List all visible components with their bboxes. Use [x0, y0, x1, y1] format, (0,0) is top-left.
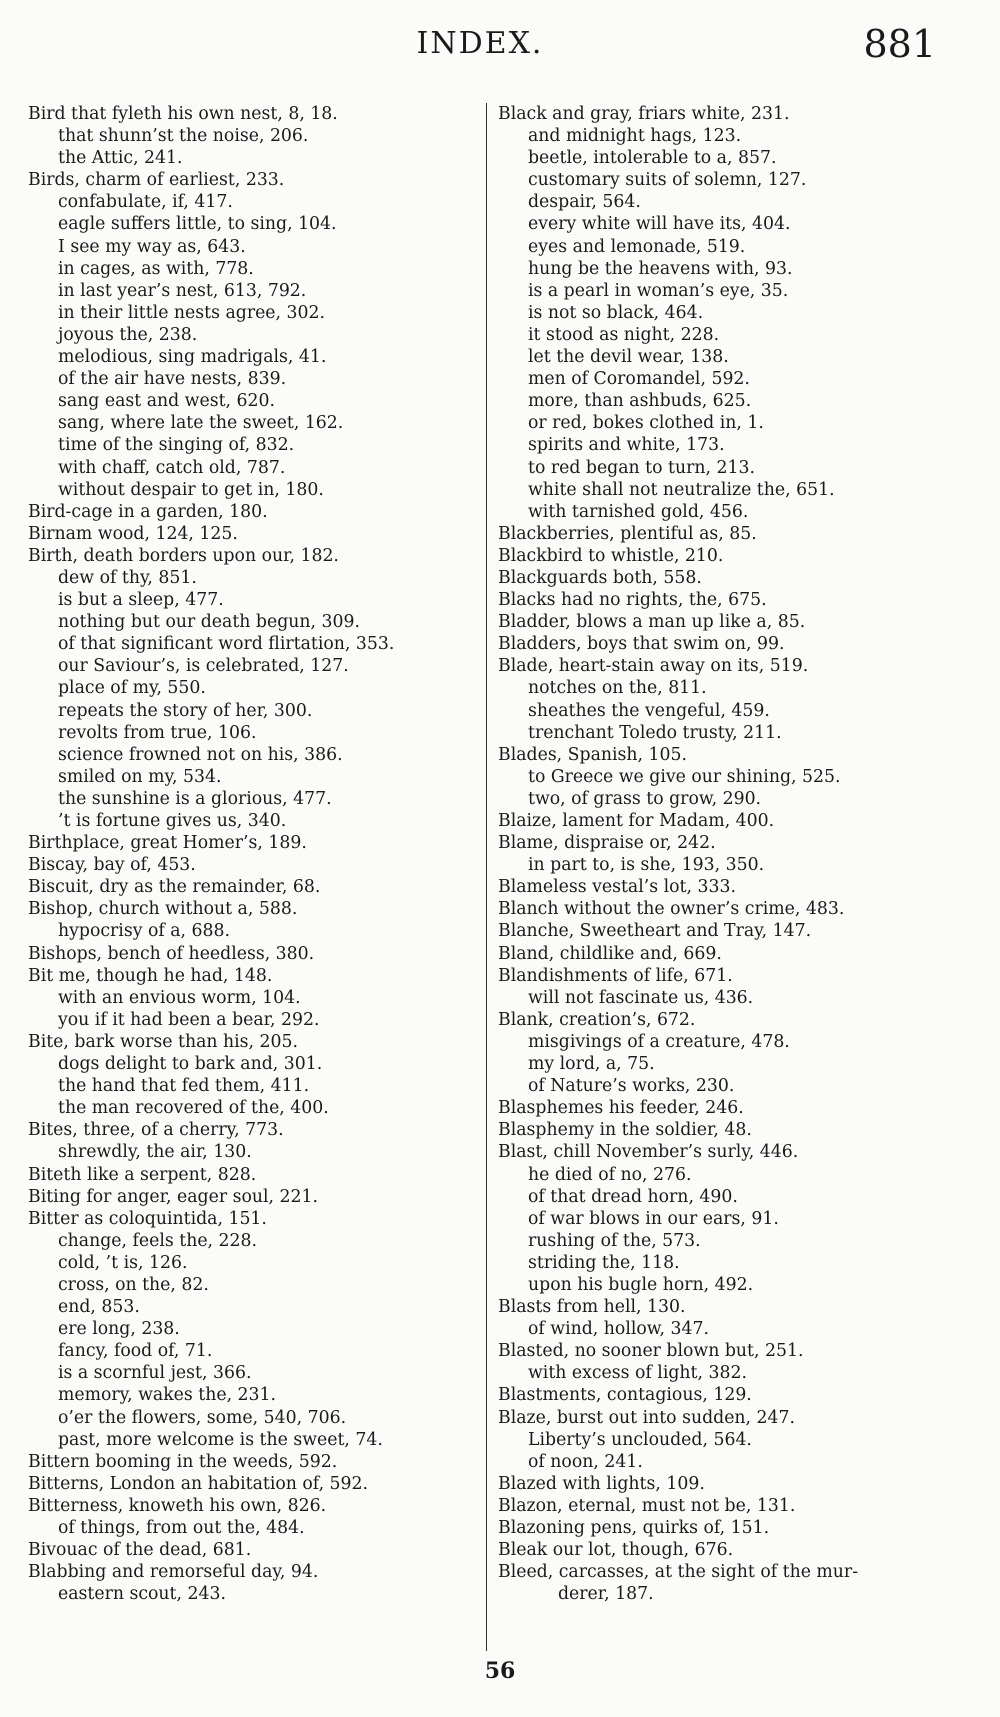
index-entry: Biting for anger, eager soul, 221.: [28, 1186, 318, 1207]
index-entry: Blanche, Sweetheart and Tray, 147.: [498, 921, 812, 942]
index-entry: Bites, three, of a cherry, 773.: [28, 1120, 284, 1141]
index-entry: Bitterns, London an habitation of, 592.: [28, 1473, 369, 1494]
index-subentry: misgivings of a creature, 478.: [528, 1031, 790, 1052]
index-subentry: is a pearl in woman’s eye, 35.: [528, 280, 789, 301]
index-entry: Birnam wood, 124, 125.: [28, 523, 238, 544]
index-entry: Bird-cage in a garden, 180.: [28, 501, 268, 522]
index-entry: Bitter as coloquintida, 151.: [28, 1208, 267, 1229]
index-subentry: you if it had been a bear, 292.: [58, 1009, 320, 1030]
column-divider: [486, 103, 487, 1651]
index-entry: Blade, heart-stain away on its, 519.: [498, 656, 809, 677]
index-subentry: in part to, is she, 193, 350.: [528, 855, 765, 876]
index-subentry: dogs delight to bark and, 301.: [58, 1054, 323, 1075]
index-subentry: of things, from out the, 484.: [58, 1518, 305, 1538]
index-entry: Blackberries, plentiful as, 85.: [498, 523, 757, 544]
index-subentry: it stood as night, 228.: [528, 324, 720, 345]
index-subentry: ere long, 238.: [58, 1319, 180, 1340]
index-entry: Blasphemes his feeder, 246.: [498, 1098, 744, 1119]
index-entry: Blaize, lament for Madam, 400.: [498, 811, 775, 831]
index-subentry: eyes and lemonade, 519.: [528, 236, 746, 257]
index-entry: Blackguards both, 558.: [498, 567, 702, 588]
index-entry: Birds, charm of earliest, 233.: [28, 170, 285, 191]
index-entry: Bittern booming in the weeds, 592.: [28, 1451, 338, 1472]
index-subentry: notches on the, 811.: [528, 678, 707, 699]
index-entry: Blazed with lights, 109.: [498, 1473, 705, 1494]
index-subentry: the Attic, 241.: [58, 148, 183, 169]
index-entry: Bit me, though he had, 148.: [28, 965, 273, 986]
index-subentry: past, more welcome is the sweet, 74.: [58, 1429, 383, 1450]
index-subentry: and midnight hags, 123.: [528, 126, 742, 147]
index-subentry: cross, on the, 82.: [58, 1274, 209, 1295]
index-entry: Blasphemy in the soldier, 48.: [498, 1120, 752, 1141]
index-subentry: repeats the story of her, 300.: [58, 700, 313, 721]
index-entry: Biteth like a serpent, 828.: [28, 1164, 257, 1185]
index-subentry: revolts from true, 106.: [58, 722, 257, 743]
index-entry: Blastments, contagious, 129.: [498, 1385, 752, 1406]
signature-mark: 56: [484, 1658, 516, 1684]
index-subentry: striding the, 118.: [528, 1252, 680, 1273]
index-subentry: men of Coromandel, 592.: [528, 369, 750, 390]
index-subentry: with tarnished gold, 456.: [528, 501, 749, 522]
index-subentry: is not so black, 464.: [528, 302, 704, 323]
index-entry: Bishops, bench of heedless, 380.: [28, 943, 315, 964]
index-entry: Birth, death borders upon our, 182.: [28, 545, 339, 566]
index-entry: Bladders, boys that swim on, 99.: [498, 634, 785, 655]
index-subentry: the hand that fed them, 411.: [58, 1076, 310, 1097]
index-subentry: hypocrisy of a, 688.: [58, 921, 231, 942]
index-subentry: the man recovered of the, 400.: [58, 1098, 329, 1119]
index-subentry: confabulate, if, 417.: [58, 192, 233, 213]
index-subentry: sang, where late the sweet, 162.: [58, 413, 344, 434]
index-subentry: of war blows in our ears, 91.: [528, 1208, 779, 1229]
index-subentry: spirits and white, 173.: [528, 435, 725, 456]
index-entry: Blabbing and remorseful day, 94.: [28, 1562, 319, 1583]
index-entry: Blank, creation’s, 672.: [498, 1009, 696, 1030]
index-entry: Blame, dispraise or, 242.: [498, 833, 716, 854]
page-header: [0, 18, 1000, 78]
index-subentry: without despair to get in, 180.: [58, 479, 324, 500]
index-subentry: shrewdly, the air, 130.: [58, 1142, 252, 1163]
index-entry: Blanch without the owner’s crime, 483.: [498, 899, 845, 920]
index-entry: Bleed, carcasses, at the sight of the mur-: [498, 1562, 859, 1583]
index-entry: Birthplace, great Homer’s, 189.: [28, 833, 307, 854]
index-subentry: he died of no, 276.: [528, 1164, 692, 1185]
index-subentry: I see my way as, 643.: [58, 236, 246, 257]
index-subentry: that shunn’st the noise, 206.: [58, 126, 309, 147]
index-subentry: is a scornful jest, 366.: [58, 1363, 252, 1384]
index-subentry: sheathes the vengeful, 459.: [528, 700, 770, 721]
index-subentry: end, 853.: [58, 1297, 140, 1318]
index-subentry: o’er the flowers, some, 540, 706.: [58, 1407, 347, 1428]
index-subentry: my lord, a, 75.: [528, 1054, 655, 1075]
index-subentry: derer, 187.: [558, 1584, 654, 1605]
index-subentry: is but a sleep, 477.: [58, 590, 224, 611]
index-subentry: with chaff, catch old, 787.: [58, 457, 286, 478]
page-number: 881: [863, 22, 936, 66]
index-subentry: despair, 564.: [528, 192, 641, 213]
index-column-right: [498, 103, 958, 1605]
index-subentry: with excess of light, 382.: [528, 1363, 747, 1384]
index-subentry: of that significant word flirtation, 353.: [58, 634, 395, 655]
index-subentry: in last year’s nest, 613, 792.: [58, 280, 307, 301]
index-subentry: eagle suffers little, to sing, 104.: [58, 214, 337, 235]
index-subentry: rushing of the, 573.: [528, 1230, 701, 1251]
index-subentry: place of my, 550.: [58, 678, 206, 699]
index-entry: Bishop, church without a, 588.: [28, 899, 298, 920]
index-subentry: eastern scout, 243.: [58, 1584, 226, 1605]
index-subentry: the sunshine is a glorious, 477.: [58, 788, 332, 809]
index-entry: Bivouac of the dead, 681.: [28, 1540, 252, 1561]
index-column-left: [28, 103, 468, 1605]
index-subentry: white shall not neutralize the, 651.: [528, 479, 835, 500]
index-entry: Blandishments of life, 671.: [498, 965, 733, 986]
index-entry: Bite, bark worse than his, 205.: [28, 1031, 299, 1052]
index-entry: Blaze, burst out into sudden, 247.: [498, 1407, 796, 1428]
index-subentry: upon his bugle horn, 492.: [528, 1274, 754, 1295]
index-entry: Biscay, bay of, 453.: [28, 855, 196, 876]
index-subentry: melodious, sing madrigals, 41.: [58, 347, 327, 368]
index-subentry: in their little nests agree, 302.: [58, 302, 325, 323]
index-subentry: science frowned not on his, 386.: [58, 744, 343, 765]
index-subentry: of noon, 241.: [528, 1451, 643, 1472]
index-subentry: with an envious worm, 104.: [58, 987, 301, 1008]
index-subentry: nothing but our death begun, 309.: [58, 612, 360, 633]
index-entry: Biscuit, dry as the remainder, 68.: [28, 877, 321, 898]
index-subentry: memory, wakes the, 231.: [58, 1385, 277, 1406]
index-entry: Bland, childlike and, 669.: [498, 943, 722, 964]
index-entry: Blameless vestal’s lot, 333.: [498, 877, 736, 898]
index-entry: Black and gray, friars white, 231.: [498, 104, 790, 124]
index-subentry: more, than ashbuds, 625.: [528, 391, 752, 412]
index-subentry: ’t is fortune gives us, 340.: [58, 811, 287, 831]
index-subentry: every white will have its, 404.: [528, 214, 791, 235]
index-subentry: of Nature’s works, 230.: [528, 1076, 735, 1097]
index-entry: Bleak our lot, though, 676.: [498, 1540, 734, 1561]
index-entry: Blackbird to whistle, 210.: [498, 545, 724, 566]
index-subentry: hung be the heavens with, 93.: [528, 258, 793, 279]
index-entry: Blades, Spanish, 105.: [498, 744, 687, 765]
index-subentry: of the air have nests, 839.: [58, 369, 287, 390]
index-subentry: dew of thy, 851.: [58, 567, 197, 588]
index-entry: Bitterness, knoweth his own, 826.: [28, 1495, 327, 1516]
index-subentry: smiled on my, 534.: [58, 766, 222, 787]
index-subentry: change, feels the, 228.: [58, 1230, 258, 1251]
index-subentry: to red began to turn, 213.: [528, 457, 755, 478]
page-title: INDEX.: [416, 26, 544, 61]
index-subentry: our Saviour’s, is celebrated, 127.: [58, 656, 349, 677]
index-subentry: will not fascinate us, 436.: [528, 987, 754, 1008]
index-subentry: of that dread horn, 490.: [528, 1186, 738, 1207]
index-subentry: of wind, hollow, 347.: [528, 1319, 709, 1340]
index-subentry: sang east and west, 620.: [58, 391, 275, 412]
index-subentry: trenchant Toledo trusty, 211.: [528, 722, 782, 743]
index-subentry: in cages, as with, 778.: [58, 258, 254, 279]
index-subentry: cold, ’t is, 126.: [58, 1252, 188, 1273]
index-subentry: joyous the, 238.: [58, 324, 198, 345]
index-subentry: customary suits of solemn, 127.: [528, 170, 807, 191]
index-subentry: to Greece we give our shining, 525.: [528, 766, 841, 787]
index-subentry: time of the singing of, 832.: [58, 435, 295, 456]
index-entry: Blasted, no sooner blown but, 251.: [498, 1341, 804, 1362]
index-entry: Blazon, eternal, must not be, 131.: [498, 1495, 796, 1516]
index-entry: Blasts from hell, 130.: [498, 1297, 686, 1318]
index-entry: Blast, chill November’s surly, 446.: [498, 1142, 799, 1163]
index-entry: Blacks had no rights, the, 675.: [498, 590, 767, 611]
index-subentry: beetle, intolerable to a, 857.: [528, 148, 777, 169]
index-entry: Bladder, blows a man up like a, 85.: [498, 612, 806, 633]
index-subentry: two, of grass to grow, 290.: [528, 788, 762, 809]
index-subentry: or red, bokes clothed in, 1.: [528, 413, 764, 434]
index-entry: Bird that fyleth his own nest, 8, 18.: [28, 104, 338, 124]
index-subentry: fancy, food of, 71.: [58, 1341, 213, 1362]
index-subentry: Liberty’s unclouded, 564.: [528, 1429, 752, 1450]
index-subentry: let the devil wear, 138.: [528, 347, 729, 368]
index-entry: Blazoning pens, quirks of, 151.: [498, 1518, 770, 1538]
